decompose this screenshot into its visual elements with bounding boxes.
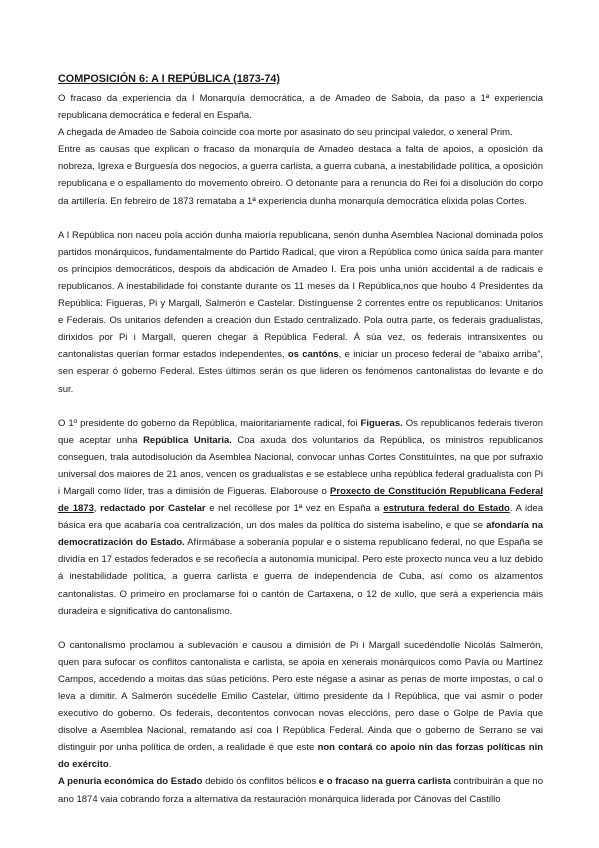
text-run: O fracaso da experiencia da I Monarquía democrática, a de Amadeo de Saboia, da paso a 1ª experiencia republicana democrática e federal en España. [58, 93, 543, 122]
paragraph-economic-crisis [58, 773, 543, 807]
text-run: . A idea básica era que acabaría coa centralización, un dos males da política do sistema isabelino, e que se [58, 503, 543, 532]
text-run: Os republicanos federais tiveron que aceptar unha [58, 417, 543, 446]
bold-text-run: os cantóns [287, 349, 339, 361]
text-run: . [108, 759, 112, 771]
paragraph-intro [58, 90, 543, 124]
bold-text-run: afondaría na democratización do Estado. [58, 520, 543, 549]
bold-text-run: redactado por Castelar [100, 503, 206, 515]
paragraph-amadeo-arrival [58, 124, 543, 141]
paragraph-gap [58, 620, 543, 637]
bold-text-run: Figueras. [360, 417, 403, 429]
paragraph-causes [58, 141, 543, 209]
text-run: O cantonalismo proclamou a sublevación e causou a dimisión de Pi i Margall sucedéndolle Nicolás Salmerón, quen para sufocar os conflitos cantonalista e carlista, se apoia en xenerais monárquicos como Pavía ou Martínez Campos, accedendo a moitas das súas peticións. Pero este négase a asinar as penas de morte impostas, o cal o leva a dimitir. A Salmerón sucédelle Emilio Castelar, último presidente da I República, que vai asmir o poder executivo do goberno. Os federais, decontentos convocan novas eleccións, pero dase o Golpe de Pavía que disolve a Asemblea Nacional, rematando así coa I República Federal. Ainda que o goberno de Serrano se vai distinguir por unha política de orden, a realidade é que este [58, 639, 543, 754]
paragraph-gap [58, 210, 543, 227]
text-run: A I República non naceu pola acción dunha maioría republicana, senón dunha Asemblea Nacional dominada polos partidos monárquicos, fundamentalmente do Partido Radical, que viron a República como única saída para manter os principios democráticos, despois da abdicación de Amadeo I. Era pois unha unión accidental a de radicais e republicanos. A inestabilidade foi constante durante os 11 meses da I República,nos que houbo 4 Presidentes da República: Figueras, Pi y Margall, Salmerón e Castelar. Distínguense 2 correntes entre os republicanos: Unitarios e Federais. Os unitarios defenden a creación dun Estado centralizado. Pola outra parte, os federais gradualistas, dirixidos por Pi i Margall, queren chegar á República Federal. Á súa vez, os federais intransixentes ou cantonalistas querían formar estados independentes, [58, 229, 543, 361]
paragraph-gap [58, 398, 543, 415]
document-title: COMPOSICIÓN 6: A I REPÚBLICA (1873-74) [58, 73, 280, 85]
bold-text-run: A penuria económica do Estado [58, 776, 203, 788]
text-run: , [93, 503, 101, 515]
text-run: Entre as causas que explican o fracaso da monarquía de Amadeo destaca a falta de apoios, a oposición da nobreza, Igrexa e Burguesía dos negocios, a guerra carlista, a guerra cubana, a inestabilidade política, a oposición republicana e o espallamento do movemento obreiro. O detonante para a renuncia do Rei foi a disolución do corpo da artillería. En febreiro de 1873 remataba a 1ª experiencia dunha monarquía democrática elixida polas Cortes. [58, 144, 543, 207]
bold-text-run: República Unitaria. [143, 434, 232, 446]
bold-text-run: e o fracaso na guerra carlista [318, 776, 451, 788]
paragraph-republic-origins [58, 227, 543, 398]
paragraph-figueras [58, 415, 543, 620]
text-run: A chegada de Amadeo de Saboia coincide coa morte por asasinato do seu principal valedor, o xeneral Prim. [58, 127, 513, 139]
paragraph-cantonalism [58, 637, 543, 774]
text-run: O 1º presidente do goberno da República, maioritariamente radical, foi [58, 417, 361, 429]
bold-text-run: Proxecto de Constitución Republicana Federal de 1873 [58, 485, 543, 515]
bold-text-run: estrutura federal do Estado [383, 503, 510, 515]
text-run: debido ós conflitos bélicos [202, 776, 319, 788]
text-run: , e iniciar un proceso federal de “abaixo arriba”, sen esperar ó goberno Federal. Estes últimos serán os que lideren os fenómenos cantonalistas do levante e do sur. [58, 349, 544, 395]
text-run: contribuirán a que no ano 1874 vaia cobrando forza a alternativa da restauración monárquica liderada por Cánovas del Castillo [58, 776, 543, 805]
bold-text-run: non contará co apoio nin das forzas políticas nin do exército [58, 742, 544, 771]
text-run: Afírmábase a soberanía popular e o sistema republicano federal, no que España se dividía en 17 estados federados e se recoñecía a autonomía municipal. Pero este proxecto nunca veu a luz debido á inestabilidade política, a guerra carlista e guerra de independencia de Cuba, así como os alzamentos cantonalistas. O primeiro en proclamarse foi o cantón de Cartaxena, o 12 de xullo, que será a experiencia máis duradeira e significativa do cantonalismo. [58, 537, 543, 617]
text-run: Coa axuda dos voluntarios da República, os ministros republicanos conseguen, trala autodisolución da Asemblea Nacional, convocar unhas Cortes Constituíntes, na que por sufraxio universal dos maiores de 21 anos, vencen os gradualistas e se establece unha república federal gradualista con Pi i Margall como líder, tras a dimisión de Figueras. Elaborouse o [58, 434, 544, 497]
text-run: e nel recóllese por 1ª vez en España a [205, 503, 384, 515]
